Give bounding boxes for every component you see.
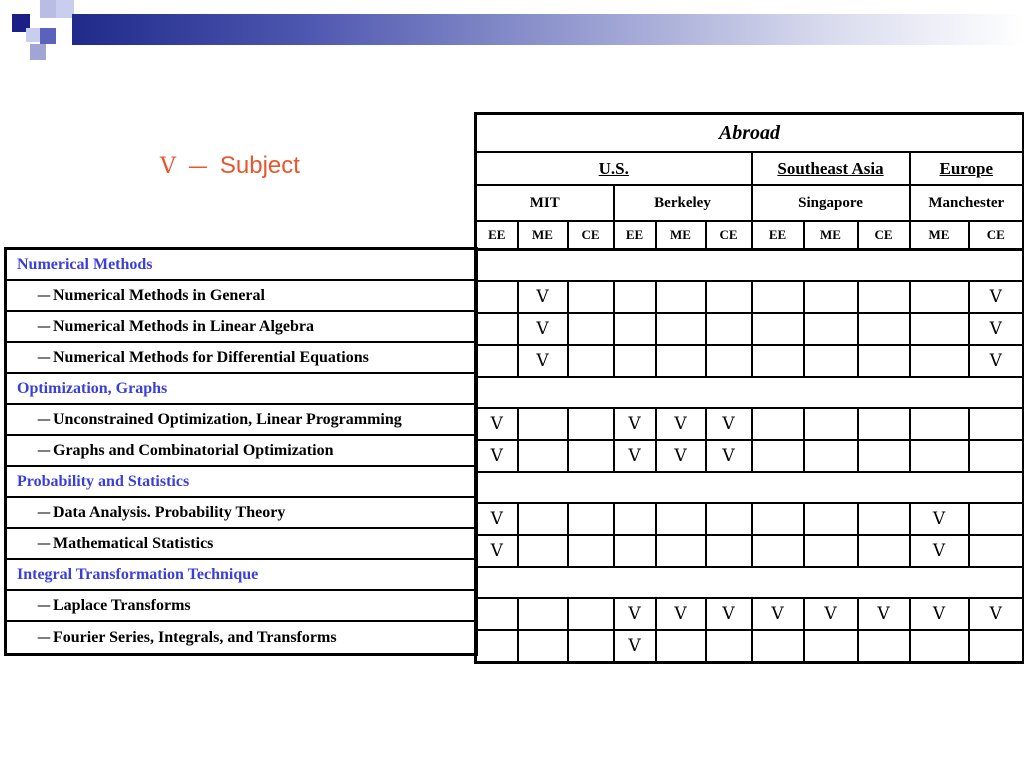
subject-row <box>476 440 1024 472</box>
subject-dash: — <box>37 597 51 614</box>
check-cell <box>858 630 910 663</box>
check-cell <box>568 313 614 345</box>
check-cell <box>910 408 969 440</box>
check-cell <box>910 313 969 345</box>
category-row <box>476 472 1024 503</box>
category-row <box>476 250 1024 282</box>
row-text: Numerical Methods <box>17 255 153 273</box>
check-cell: V <box>656 440 706 472</box>
check-cell <box>804 503 858 535</box>
check-cell <box>910 630 969 663</box>
subject-dash: — <box>37 535 51 552</box>
check-cell <box>518 440 568 472</box>
subject-dash: — <box>37 442 51 459</box>
subject-dash: — <box>37 411 51 428</box>
check-cell <box>858 313 910 345</box>
decorative-square <box>40 28 56 44</box>
check-cell: V <box>910 598 969 630</box>
header-department: CE <box>969 221 1024 250</box>
subject-row <box>476 598 1024 630</box>
check-cell <box>804 345 858 377</box>
course-matrix <box>474 112 1024 664</box>
check-cell <box>614 503 656 535</box>
row-text: Numerical Methods in Linear Algebra <box>53 317 315 335</box>
subject-row <box>476 345 1024 377</box>
check-cell <box>476 598 518 630</box>
check-cell <box>614 535 656 567</box>
header-department: EE <box>476 221 518 250</box>
header-department: ME <box>804 221 858 250</box>
check-cell <box>568 281 614 313</box>
category-spacer <box>476 377 1024 408</box>
row-text: Unconstrained Optimization, Linear Programming <box>53 410 402 428</box>
check-cell <box>969 440 1024 472</box>
row-text: Integral Transformation Technique <box>17 565 259 583</box>
category-spacer <box>476 472 1024 503</box>
check-cell: V <box>706 440 752 472</box>
check-cell: V <box>518 281 568 313</box>
subject-label <box>7 312 475 343</box>
header-region: Europe <box>910 152 1024 185</box>
check-cell <box>752 630 804 663</box>
header-university: Berkeley <box>614 185 752 221</box>
check-cell: V <box>706 408 752 440</box>
check-cell <box>518 535 568 567</box>
check-cell <box>656 345 706 377</box>
row-text: Optimization, Graphs <box>17 379 168 397</box>
subject-row <box>476 281 1024 313</box>
decorative-square <box>26 28 40 42</box>
check-cell <box>568 598 614 630</box>
subject-list <box>4 247 478 656</box>
subject-label <box>7 591 475 622</box>
check-cell <box>614 281 656 313</box>
check-cell <box>568 503 614 535</box>
check-cell <box>518 630 568 663</box>
check-cell <box>706 503 752 535</box>
check-cell <box>804 440 858 472</box>
check-cell <box>910 281 969 313</box>
check-cell: V <box>804 598 858 630</box>
subject-label <box>7 436 475 467</box>
subject-label <box>7 622 475 653</box>
check-cell <box>858 440 910 472</box>
check-cell <box>804 281 858 313</box>
row-text: Probability and Statistics <box>17 472 190 490</box>
category-label <box>7 467 475 498</box>
subject-dash: — <box>37 318 51 335</box>
check-cell <box>568 345 614 377</box>
check-cell: V <box>614 440 656 472</box>
header-department: CE <box>858 221 910 250</box>
subject-label <box>7 529 475 560</box>
check-cell <box>614 345 656 377</box>
row-text: Numerical Methods for Differential Equations <box>53 348 369 366</box>
check-cell <box>969 408 1024 440</box>
header-department: ME <box>656 221 706 250</box>
check-cell <box>476 345 518 377</box>
check-cell: V <box>476 503 518 535</box>
check-cell: V <box>518 345 568 377</box>
header-university: Singapore <box>752 185 910 221</box>
check-cell: V <box>969 598 1024 630</box>
check-cell <box>518 598 568 630</box>
check-cell <box>518 503 568 535</box>
check-cell: V <box>910 503 969 535</box>
check-cell <box>656 503 706 535</box>
row-text: Fourier Series, Integrals, and Transforms <box>53 628 337 646</box>
subject-label <box>7 281 475 312</box>
check-cell <box>910 345 969 377</box>
check-cell: V <box>614 598 656 630</box>
check-cell <box>752 345 804 377</box>
check-cell <box>969 503 1024 535</box>
subject-row <box>476 535 1024 567</box>
header-department: CE <box>568 221 614 250</box>
category-label <box>7 250 475 281</box>
category-label <box>7 374 475 405</box>
check-cell: V <box>706 598 752 630</box>
legend-dash: — <box>187 154 208 178</box>
check-cell: V <box>614 408 656 440</box>
subject-row <box>476 408 1024 440</box>
check-cell <box>858 345 910 377</box>
check-cell <box>476 313 518 345</box>
header-abroad: Abroad <box>476 114 1024 153</box>
check-cell <box>752 503 804 535</box>
check-cell <box>969 535 1024 567</box>
legend-label: Subject <box>219 152 300 179</box>
check-cell: V <box>752 598 804 630</box>
header-university: MIT <box>476 185 614 221</box>
check-cell <box>476 630 518 663</box>
check-cell <box>752 281 804 313</box>
row-text: Laplace Transforms <box>53 596 191 614</box>
subject-row <box>476 313 1024 345</box>
check-cell: V <box>858 598 910 630</box>
check-cell: V <box>969 313 1024 345</box>
subject-dash: — <box>37 287 51 304</box>
check-cell <box>910 440 969 472</box>
check-cell <box>656 535 706 567</box>
gradient-bar <box>72 14 1024 45</box>
subject-row <box>476 503 1024 535</box>
header-department: EE <box>614 221 656 250</box>
check-cell: V <box>969 345 1024 377</box>
subject-dash: — <box>37 504 51 521</box>
check-cell <box>656 281 706 313</box>
header-department: ME <box>910 221 969 250</box>
row-text: Data Analysis. Probability Theory <box>53 503 286 521</box>
check-cell <box>568 408 614 440</box>
check-cell: V <box>476 535 518 567</box>
header-region: U.S. <box>476 152 752 185</box>
check-cell: V <box>476 440 518 472</box>
category-row <box>476 567 1024 598</box>
category-spacer <box>476 567 1024 598</box>
check-cell <box>706 281 752 313</box>
check-cell <box>706 345 752 377</box>
check-cell <box>656 630 706 663</box>
check-cell: V <box>476 408 518 440</box>
check-cell <box>614 313 656 345</box>
check-cell <box>969 630 1024 663</box>
check-cell <box>858 503 910 535</box>
legend-mark: V <box>160 154 176 179</box>
check-cell: V <box>614 630 656 663</box>
category-row <box>476 377 1024 408</box>
check-cell <box>804 313 858 345</box>
subject-row <box>476 630 1024 663</box>
check-cell <box>568 440 614 472</box>
header-department: CE <box>706 221 752 250</box>
row-text: Graphs and Combinatorial Optimization <box>53 441 334 459</box>
check-cell <box>752 408 804 440</box>
check-cell: V <box>518 313 568 345</box>
header-department: ME <box>518 221 568 250</box>
check-cell <box>752 440 804 472</box>
subject-label <box>7 498 475 529</box>
check-cell <box>706 535 752 567</box>
check-cell <box>858 535 910 567</box>
check-cell <box>804 408 858 440</box>
check-cell <box>568 535 614 567</box>
subject-label <box>7 343 475 374</box>
check-cell: V <box>656 598 706 630</box>
check-cell <box>706 630 752 663</box>
check-cell: V <box>910 535 969 567</box>
check-cell <box>656 313 706 345</box>
row-text: Mathematical Statistics <box>53 534 214 552</box>
subject-label <box>7 405 475 436</box>
subject-dash: — <box>37 629 51 646</box>
row-text: Numerical Methods in General <box>53 286 265 304</box>
category-spacer <box>476 250 1024 282</box>
check-cell <box>476 281 518 313</box>
check-cell: V <box>656 408 706 440</box>
check-cell <box>804 630 858 663</box>
legend <box>160 152 300 180</box>
check-cell <box>568 630 614 663</box>
header-university: Manchester <box>910 185 1024 221</box>
check-cell <box>752 313 804 345</box>
check-cell <box>858 281 910 313</box>
header-banner <box>0 0 1024 60</box>
header-region: Southeast Asia <box>752 152 910 185</box>
subject-dash: — <box>37 349 51 366</box>
check-cell <box>804 535 858 567</box>
check-cell <box>858 408 910 440</box>
decorative-square <box>30 44 46 60</box>
category-label <box>7 560 475 591</box>
check-cell <box>706 313 752 345</box>
check-cell <box>518 408 568 440</box>
header-department: EE <box>752 221 804 250</box>
check-cell: V <box>969 281 1024 313</box>
check-cell <box>752 535 804 567</box>
